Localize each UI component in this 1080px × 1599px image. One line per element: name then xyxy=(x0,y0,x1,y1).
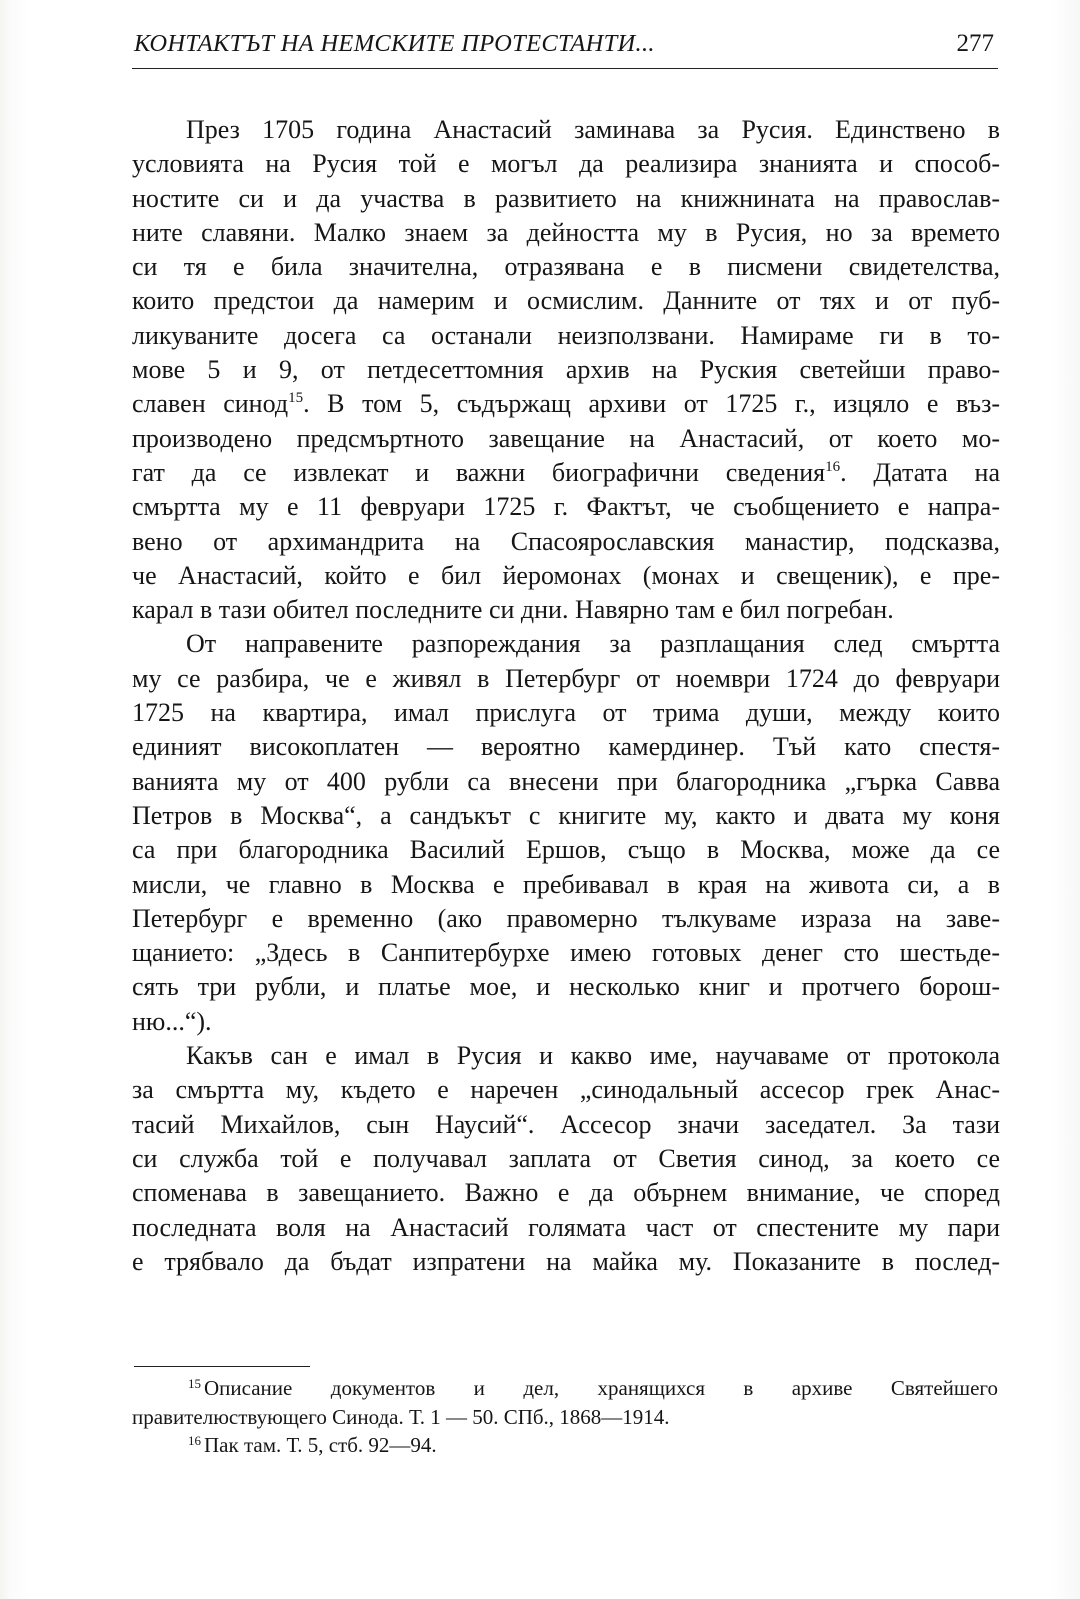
text-line: Петербург е временно (ако правомерно тълкуваме израза на заве- xyxy=(132,903,1000,933)
text-segment: гат да се извлекат и важни биографични сведения xyxy=(132,457,826,487)
text-line: ванията му от 400 рубли са внесени при благородника „гърка Савва xyxy=(132,766,1000,796)
running-header xyxy=(132,28,998,69)
footnote-16 xyxy=(132,1431,998,1460)
footnote-text: Описание документов и дел, хранящихся в архиве Святейшего xyxy=(204,1376,998,1400)
text-line-with-footnote-16 xyxy=(132,456,1000,490)
text-line: карал в тази обител последните си дни. Навярно там е бил погребан. xyxy=(132,595,894,625)
text-line: за смъртта му, където е наречен „синодальный ассесор грек Анас- xyxy=(132,1075,1000,1105)
text-line: му се разбира, че е живял в Петербург от ноември 1724 до февруари xyxy=(132,663,1000,693)
text-line: производено предсмъртното завещание на Анастасий, от което мо- xyxy=(132,423,1000,453)
text-line: вено от архимандрита на Спасоярославския манастир, подсказва, xyxy=(132,526,1000,556)
text-line: тасий Михайлов, сын Наусий“. Ассесор значи заседател. За тази xyxy=(132,1109,1000,1139)
text-segment: славен синод xyxy=(132,389,289,419)
footnote-number: 16 xyxy=(188,1433,201,1448)
text-line: 1725 на квартира, имал прислуга от трима души, между които xyxy=(132,698,1000,728)
text-line: През 1705 година Анастасий заминава за Русия. Единствено в xyxy=(186,115,1000,144)
text-line: е трябвало да бъдат изпратени на майка му. Показаните в послед- xyxy=(132,1246,1000,1276)
text-line: ню...“). xyxy=(132,1006,212,1036)
text-line: които предстои да намерим и осмислим. Данните от тях и от пуб- xyxy=(132,286,1000,316)
body-text xyxy=(132,113,1000,1279)
text-line: последната воля на Анастасий голямата част от спестените му пари xyxy=(132,1212,1000,1242)
text-line: Какъв сан е имал в Русия и какво име, научаваме от протокола xyxy=(186,1041,1000,1071)
text-segment: . Датата на xyxy=(840,457,1000,487)
footnote-15 xyxy=(132,1374,998,1403)
text-line: ните славяни. Малко знаем за дейността му в Русия, но за времето xyxy=(132,217,1000,247)
page-number: 277 xyxy=(956,30,994,57)
text-line: От направените разпореждания за разплащания след смъртта xyxy=(186,629,1000,659)
text-line: щанието: „Здесь в Санпитербурхе имею готовых денег сто шестьде- xyxy=(132,938,1000,968)
footnote-15-continuation: правителюствующего Синода. Т. 1 — 50. СПб., 1868—1914. xyxy=(132,1404,670,1429)
text-line: мисли, че главно в Москва е пребивавал в края на живота си, а в xyxy=(132,869,1000,899)
text-line: единият високоплатен — вероятно камердинер. Тъй като спестя- xyxy=(132,732,1000,762)
running-title: КОНТАКТЪТ НА НЕМСКИТЕ ПРОТЕСТАНТИ... xyxy=(134,30,655,57)
text-line-with-footnote-15 xyxy=(132,387,1000,421)
text-line: че Анастасий, който е бил йеромонах (монах и свещеник), е пре- xyxy=(132,560,1000,590)
text-line: мове 5 и 9, от петдесеттомния архив на Руския светейши право- xyxy=(132,355,1000,385)
footnote-number: 15 xyxy=(188,1376,201,1391)
text-line: условията на Русия той е могъл да реализира знанията и способ- xyxy=(132,149,1000,179)
footnote-ref-16: 16 xyxy=(825,458,841,475)
text-line: си тя е била значителна, отразявана е в писмени свидетелства, xyxy=(132,252,1000,282)
text-line: ностите си и да участва в развитието на книжнината на православ- xyxy=(132,183,1000,213)
text-line: споменава в завещанието. Важно е да обърнем внимание, че според xyxy=(132,1178,1000,1208)
text-line: смъртта му е 11 февруари 1725 г. Фактът, че съобщението е напра- xyxy=(132,492,1000,522)
text-line: са при благородника Василий Ершов, също в Москва, може да се xyxy=(132,835,1000,865)
footnotes xyxy=(132,1374,998,1460)
text-line: сять три рубли, и платье мое, и несколько книг и протчего борош- xyxy=(132,972,1000,1002)
text-line: си служба той е получавал заплата от Светия синод, за което се xyxy=(132,1143,1000,1173)
text-line: Петров в Москва“, а сандъкът с книгите му, както и двата му коня xyxy=(132,800,1000,830)
footnote-ref-15: 15 xyxy=(288,390,304,407)
footnote-text: Пак там. Т. 5, стб. 92—94. xyxy=(204,1433,437,1457)
text-line: ликуваните досега са останали неизползвани. Намираме ги в то- xyxy=(132,320,1000,350)
footnote-separator xyxy=(134,1366,310,1367)
text-segment: . В том 5, съдържащ архиви от 1725 г., изцяло е въз- xyxy=(303,389,1000,419)
